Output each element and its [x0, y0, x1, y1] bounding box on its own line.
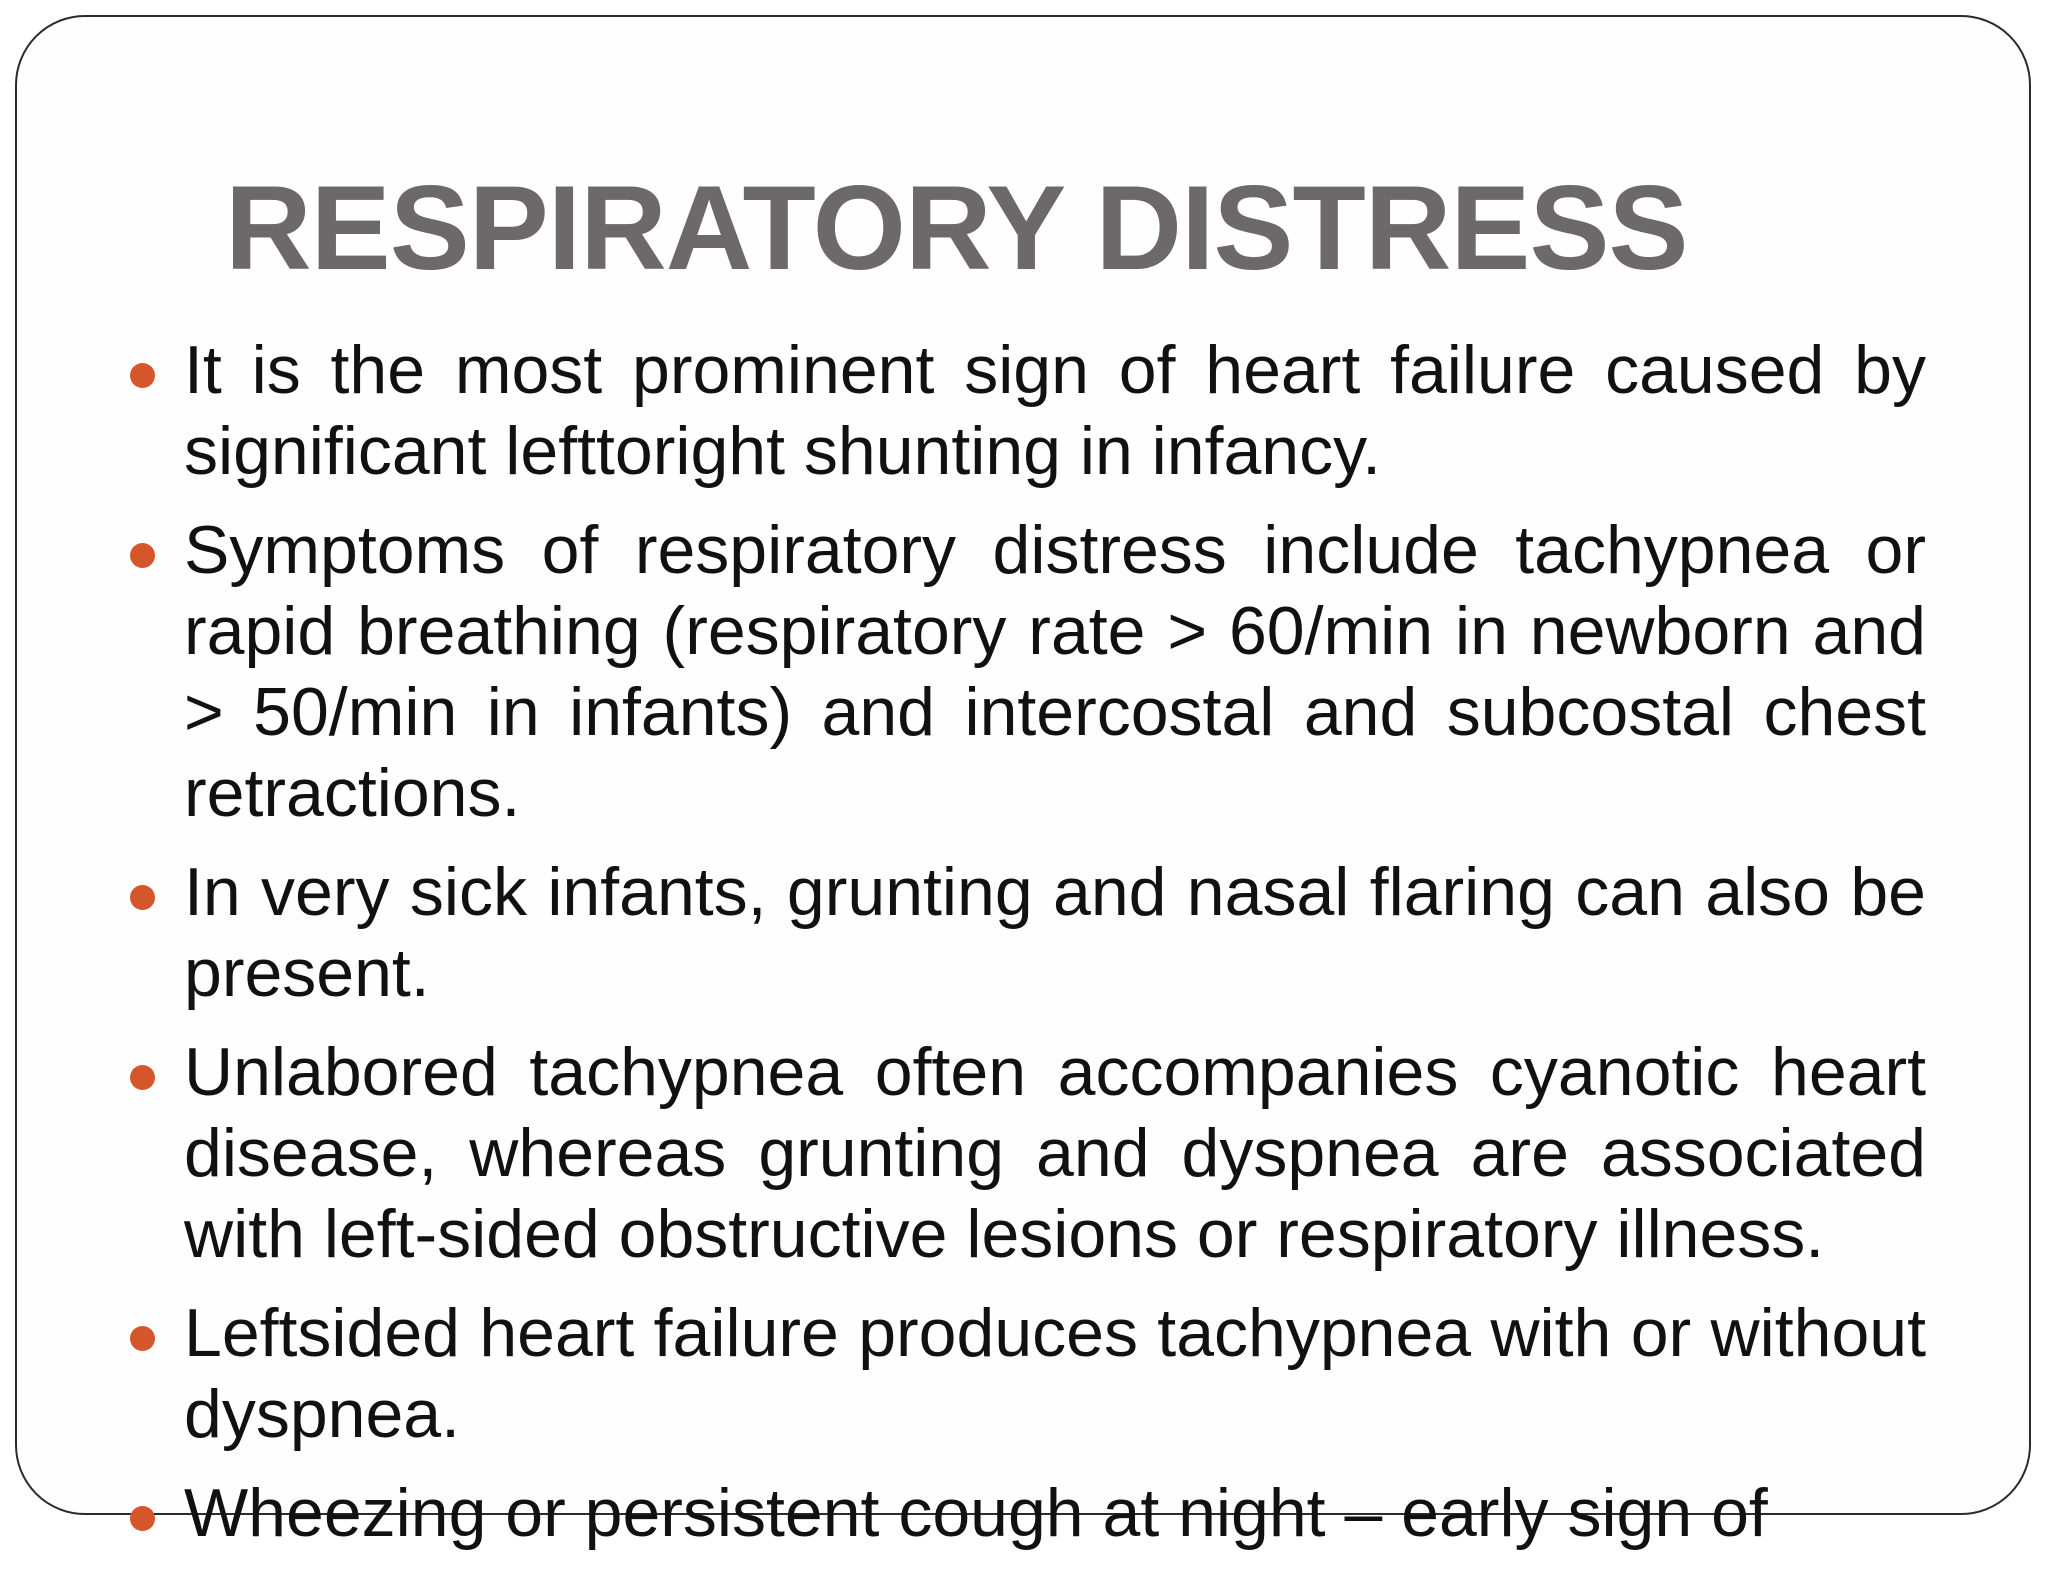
bullet-text: Unlabored tachypnea often accompanies cyanotic heart disease, whereas grunting and dyspnea are associated with left-sided obstructive lesions or respiratory illness.: [184, 1034, 1926, 1272]
bullet-text: In very sick infants, grunting and nasal flaring can also be present.: [184, 854, 1926, 1011]
bullet-item: [130, 330, 1926, 492]
bullet-item: [130, 1032, 1926, 1275]
bullet-text: Wheezing or persistent cough at night – early sign of: [184, 1475, 1768, 1551]
slide-title: RESPIRATORY DISTRESS: [225, 161, 1688, 295]
bullet-item: [130, 510, 1926, 834]
bullet-list: [130, 330, 1926, 1572]
bullet-dot-icon: [130, 1065, 155, 1090]
bullet-dot-icon: [130, 543, 155, 568]
bullet-dot-icon: [130, 885, 155, 910]
bullet-item: [130, 852, 1926, 1014]
bullet-dot-icon: [130, 363, 155, 388]
bullet-text: Leftsided heart failure produces tachypnea with or without dyspnea.: [184, 1295, 1926, 1452]
bullet-dot-icon: [130, 1326, 155, 1351]
bullet-dot-icon: [130, 1506, 155, 1531]
bullet-item: [130, 1473, 1926, 1554]
bullet-text: It is the most prominent sign of heart failure caused by significant lefttoright shunting in infancy.: [184, 332, 1926, 489]
bullet-item: [130, 1293, 1926, 1455]
bullet-text: Symptoms of respiratory distress include tachypnea or rapid breathing (respiratory rate > 60/min in newborn and > 50/min in infants) and intercostal and subcostal chest retractions.: [184, 512, 1926, 831]
